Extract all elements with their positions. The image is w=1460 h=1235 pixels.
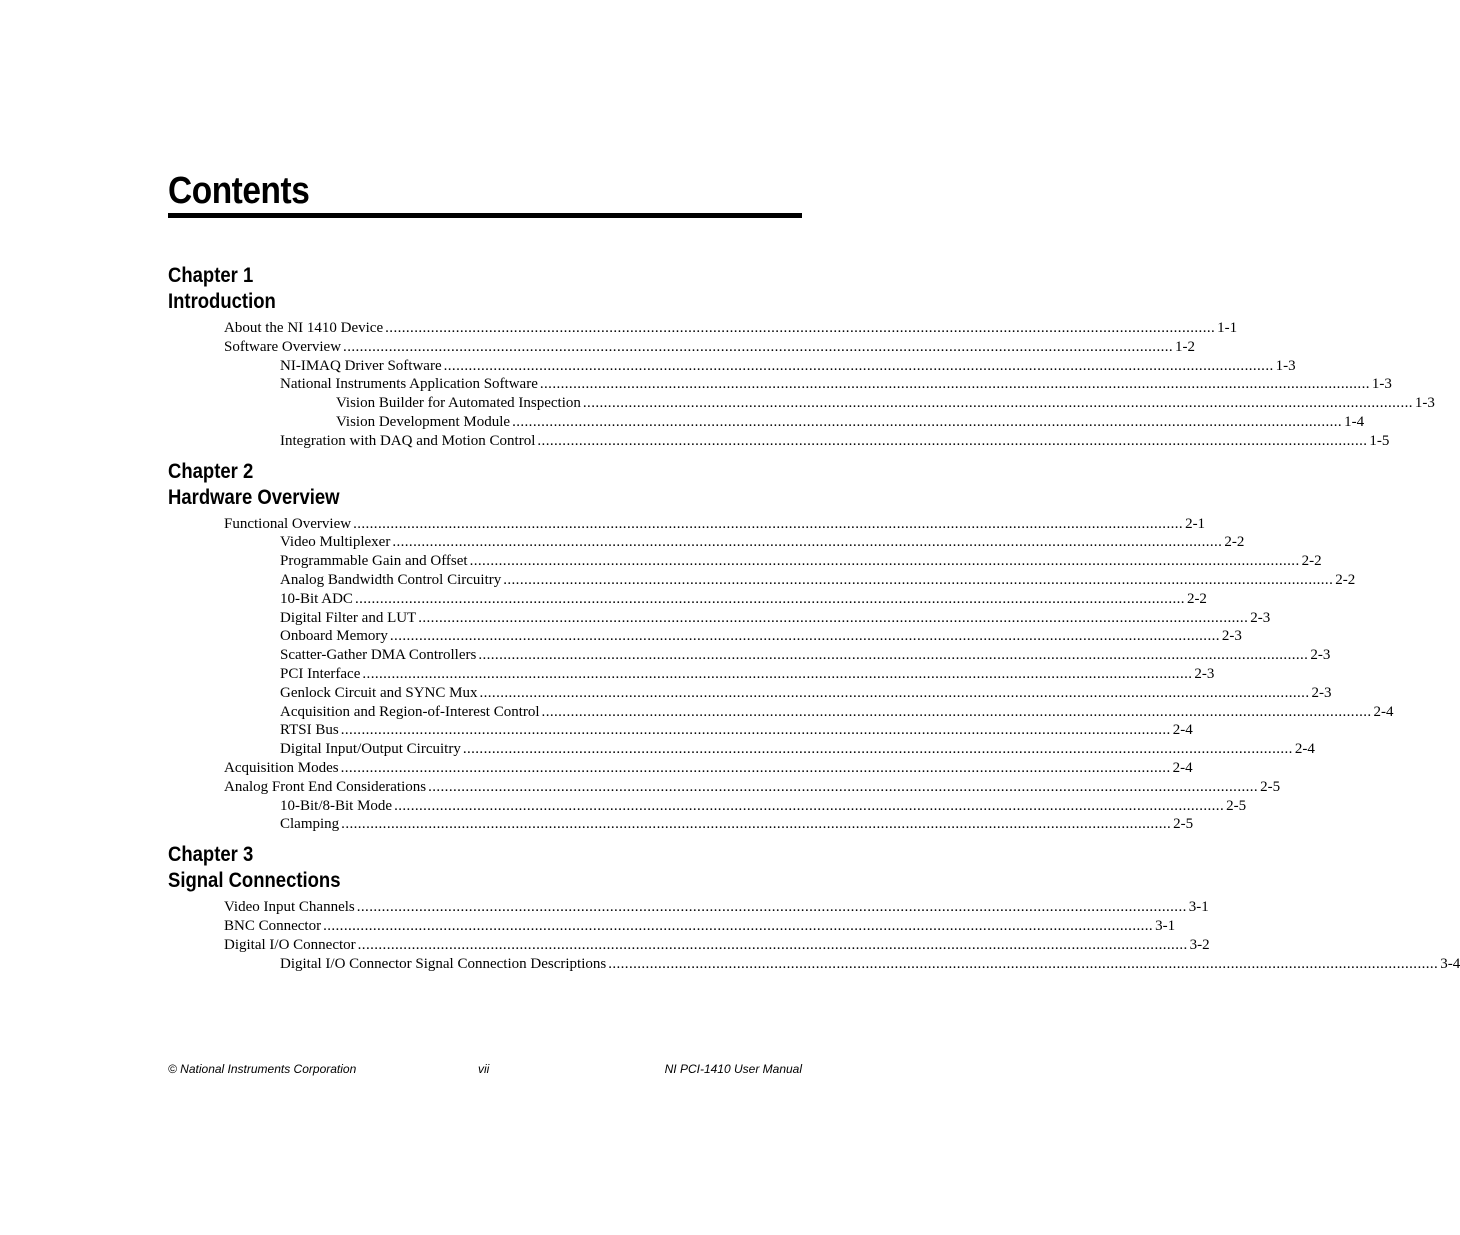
toc-entry[interactable] (224, 936, 1210, 955)
dot-leader: ........................................................................................................................................................................................................ (608, 955, 1439, 972)
title-rule (168, 213, 802, 218)
toc-entry-label: Digital Input/Output Circuitry (280, 741, 461, 758)
dot-leader: ........................................................................................................................................................................................................ (356, 899, 1187, 916)
toc-entry-page: 2-3 (1250, 609, 1271, 626)
toc-entry[interactable] (280, 571, 1356, 590)
toc-entry-page: 3-4 (1440, 955, 1460, 972)
chapter-entries (168, 898, 1460, 973)
toc-entry-label: About the NI 1410 Device (224, 320, 384, 336)
toc-entry[interactable] (280, 627, 1242, 646)
dot-leader: ........................................................................................................................................................................................................ (582, 395, 1413, 412)
toc-entry-page: 2-3 (1194, 665, 1215, 682)
toc-entry-label: BNC Connector (224, 917, 322, 934)
toc-entry[interactable] (280, 721, 1193, 740)
toc-entry[interactable] (280, 646, 1331, 665)
toc-entry-label: Analog Front End Considerations (224, 778, 427, 795)
toc-entry-page: 2-4 (1294, 741, 1315, 758)
toc-entry-page: 2-1 (1185, 515, 1206, 532)
dot-leader: ........................................................................................................................................................................................................ (479, 684, 1310, 701)
toc-entry-label: Digital I/O Connector Signal Connection Descriptions (280, 955, 607, 972)
chapter-1 (168, 263, 1435, 451)
toc-entry[interactable] (280, 955, 1460, 974)
toc-entry-page: 1-3 (1275, 357, 1296, 374)
dot-leader: ........................................................................................................................................................................................................ (340, 759, 1171, 776)
toc-entry-label: Digital I/O Connector (224, 936, 356, 953)
dot-leader: ........................................................................................................................................................................................................ (362, 665, 1193, 682)
toc-entry-label: Integration with DAQ and Motion Control (280, 432, 536, 449)
dot-leader: ........................................................................................................................................................................................................ (394, 797, 1225, 814)
toc-entry-page: 2-2 (1224, 534, 1245, 551)
toc-entry-label: Vision Development Module (336, 413, 511, 430)
toc-entry-page: 2-4 (1172, 722, 1193, 739)
toc-entry[interactable] (280, 665, 1215, 684)
table-of-contents (168, 263, 1460, 981)
chapter-title: Signal Connections (168, 869, 341, 893)
toc-entry-page: 2-3 (1310, 647, 1331, 664)
dot-leader: ........................................................................................................................................................................................................ (537, 432, 1368, 449)
toc-entry[interactable] (280, 552, 1322, 571)
toc-entry-label: Scatter-Gather DMA Controllers (280, 647, 477, 664)
toc-entry[interactable] (224, 898, 1209, 917)
footer-page-number: vii (478, 1062, 490, 1076)
dot-leader: ........................................................................................................................................................................................................ (323, 917, 1154, 934)
toc-entry-label: Onboard Memory (280, 628, 388, 645)
chapter-number: Chapter 1 (168, 264, 254, 287)
toc-entry-label: 10-Bit ADC (280, 590, 353, 607)
chapter-title: Hardware Overview (168, 485, 340, 509)
dot-leader: ........................................................................................................................................................................................................ (385, 320, 1216, 336)
toc-entry-page: 1-3 (1414, 395, 1435, 412)
toc-entry-page: 2-3 (1221, 628, 1242, 645)
toc-entry-label: RTSI Bus (280, 722, 339, 739)
dot-leader: ........................................................................................................................................................................................................ (418, 609, 1249, 626)
chapter-entries (168, 319, 1435, 451)
toc-entry-label: Functional Overview (224, 515, 352, 532)
toc-entry-page: 2-3 (1311, 684, 1332, 701)
toc-entry[interactable] (280, 815, 1194, 834)
toc-entry[interactable] (280, 797, 1247, 816)
dot-leader: ........................................................................................................................................................................................................ (353, 515, 1184, 532)
toc-entry-label: Vision Builder for Automated Inspection (336, 395, 581, 412)
page-footer (168, 1062, 802, 1078)
chapter-number: Chapter 2 (168, 459, 254, 483)
dot-leader: ........................................................................................................................................................................................................ (541, 703, 1372, 720)
toc-entry-page: 3-1 (1155, 917, 1176, 934)
dot-leader: ........................................................................................................................................................................................................ (357, 936, 1188, 953)
toc-entry[interactable] (224, 917, 1176, 936)
toc-entry-label: Genlock Circuit and SYNC Mux (280, 684, 478, 701)
toc-entry-label: PCI Interface (280, 665, 361, 682)
dot-leader: ........................................................................................................................................................................................................ (354, 590, 1185, 607)
dot-leader: ........................................................................................................................................................................................................ (512, 413, 1343, 430)
dot-leader: ........................................................................................................................................................................................................ (428, 778, 1259, 795)
toc-entry[interactable] (336, 413, 1365, 432)
toc-entry[interactable] (224, 338, 1196, 357)
toc-entry[interactable] (280, 432, 1390, 451)
dot-leader: ........................................................................................................................................................................................................ (478, 647, 1309, 664)
toc-entry[interactable] (224, 759, 1193, 778)
toc-entry-label: Acquisition and Region-of-Interest Control (280, 703, 540, 720)
dot-leader: ........................................................................................................................................................................................................ (503, 571, 1334, 588)
toc-entry-page: 1-3 (1371, 376, 1392, 393)
toc-entry-page: 2-5 (1226, 797, 1247, 814)
dot-leader: ........................................................................................................................................................................................................ (462, 741, 1293, 758)
toc-entry[interactable] (224, 515, 1206, 534)
toc-entry-label: National Instruments Application Software (280, 376, 538, 393)
toc-entry-label: NI-IMAQ Driver Software (280, 357, 442, 374)
footer-manual-title: NI PCI-1410 User Manual (664, 1062, 802, 1076)
toc-entry-label: Analog Bandwidth Control Circuitry (280, 571, 502, 588)
dot-leader: ........................................................................................................................................................................................................ (389, 628, 1220, 645)
toc-entry[interactable] (336, 394, 1435, 413)
toc-entry[interactable] (280, 533, 1245, 552)
toc-entry[interactable] (280, 703, 1394, 722)
chapter-3 (168, 842, 1460, 973)
footer-copyright: © National Instruments Corporation (168, 1062, 357, 1076)
toc-entry[interactable] (280, 740, 1315, 759)
toc-entry-page: 2-5 (1260, 778, 1281, 795)
toc-entry[interactable] (224, 319, 1238, 338)
toc-entry[interactable] (280, 609, 1271, 628)
dot-leader: ........................................................................................................................................................................................................ (443, 357, 1274, 374)
toc-entry-label: Software Overview (224, 338, 342, 355)
dot-leader: ........................................................................................................................................................................................................ (469, 553, 1300, 570)
dot-leader: ........................................................................................................................................................................................................ (539, 376, 1370, 393)
toc-entry[interactable] (280, 357, 1296, 376)
toc-entry-page: 2-2 (1186, 590, 1207, 607)
toc-entry-page: 2-5 (1173, 816, 1194, 833)
chapter-title: Introduction (168, 290, 276, 313)
toc-entry[interactable] (280, 684, 1332, 703)
toc-entry-page: 2-4 (1172, 759, 1193, 776)
chapter-2 (168, 459, 1394, 835)
toc-entry-label: Programmable Gain and Offset (280, 553, 468, 570)
toc-entry[interactable] (280, 590, 1207, 609)
toc-entry-label: Acquisition Modes (224, 759, 339, 776)
toc-entry-page: 3-2 (1189, 936, 1210, 953)
dot-leader: ........................................................................................................................................................................................................ (341, 816, 1172, 833)
chapter-number: Chapter 3 (168, 843, 254, 867)
dot-leader: ........................................................................................................................................................................................................ (343, 338, 1174, 355)
toc-entry[interactable] (280, 375, 1392, 394)
page-title: Contents (168, 170, 310, 212)
toc-entry[interactable] (224, 778, 1281, 797)
toc-entry-page: 3-1 (1188, 899, 1209, 916)
toc-entry-page: 2-2 (1335, 571, 1356, 588)
toc-entry-page: 1-1 (1217, 320, 1238, 336)
toc-entry-page: 2-4 (1373, 703, 1394, 720)
toc-entry-label: Video Input Channels (224, 899, 355, 916)
chapter-entries (168, 515, 1394, 835)
toc-entry-label: Video Multiplexer (280, 534, 391, 551)
toc-entry-label: Digital Filter and LUT (280, 609, 417, 626)
toc-entry-page: 1-5 (1369, 432, 1390, 449)
toc-entry-label: 10-Bit/8-Bit Mode (280, 797, 393, 814)
dot-leader: ........................................................................................................................................................................................................ (340, 722, 1171, 739)
toc-entry-page: 2-2 (1301, 553, 1322, 570)
toc-entry-page: 1-2 (1175, 338, 1196, 355)
dot-leader: ........................................................................................................................................................................................................ (392, 534, 1223, 551)
toc-entry-label: Clamping (280, 816, 340, 833)
toc-entry-page: 1-4 (1344, 413, 1365, 430)
